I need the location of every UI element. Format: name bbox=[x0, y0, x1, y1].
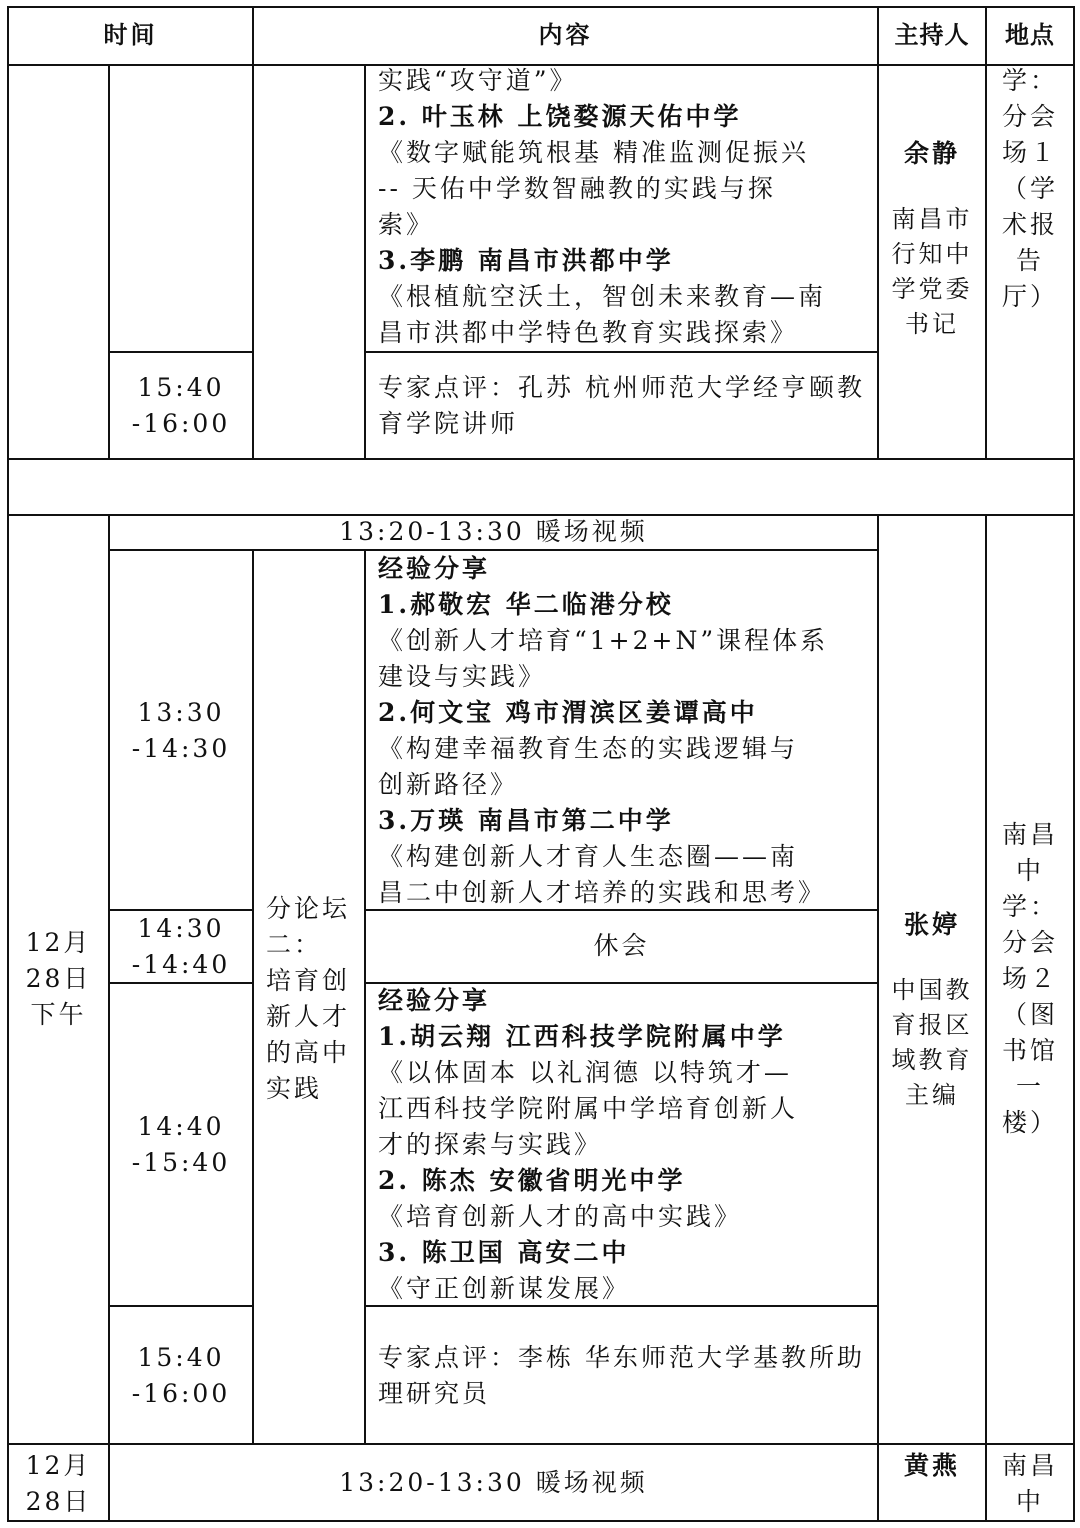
host-title: 域教育 bbox=[891, 1046, 973, 1074]
content-line: 建设与实践》 bbox=[378, 662, 547, 691]
s1-venue bbox=[987, 63, 1073, 315]
speaker-line: 1.郝敬宏 华二临港分校 bbox=[378, 590, 674, 619]
venue-line: 南昌 bbox=[1001, 1451, 1058, 1480]
time-end: -16:00 bbox=[131, 1379, 231, 1408]
s2-date bbox=[9, 925, 108, 1033]
rule bbox=[108, 351, 254, 353]
time-end: -14:30 bbox=[131, 734, 231, 763]
speaker-line: 3.万瑛 南昌市第二中学 bbox=[378, 806, 674, 835]
forum-line: 实践 bbox=[266, 1074, 323, 1103]
forum-line: 二： bbox=[266, 930, 323, 959]
content-line: 《以体固本 以礼润德 以特筑才— bbox=[378, 1058, 792, 1087]
section-label: 经验分享 bbox=[378, 986, 491, 1015]
rule bbox=[7, 458, 1075, 460]
content-line: 昌二中创新人才培养的实践和思考》 bbox=[378, 878, 827, 907]
host-title: 育报区 bbox=[891, 1011, 973, 1039]
s2-block2 bbox=[378, 983, 798, 1307]
venue-line: 学： bbox=[1001, 66, 1058, 95]
content-line: 创新路径》 bbox=[378, 770, 519, 799]
s1-review-time bbox=[110, 370, 252, 442]
date-line: 28日 bbox=[25, 1487, 92, 1516]
time-start: 13:30 bbox=[137, 698, 225, 727]
rule bbox=[364, 351, 879, 353]
forum-line: 培育创 bbox=[266, 966, 351, 995]
venue-line: 场１ bbox=[1001, 138, 1058, 167]
rule bbox=[364, 549, 366, 1445]
header-venue: 地点 bbox=[1005, 21, 1055, 49]
review-line: 理研究员 bbox=[378, 1379, 491, 1408]
host-title: 主编 bbox=[905, 1081, 959, 1109]
rule bbox=[108, 1305, 254, 1307]
time-start: 14:30 bbox=[137, 914, 225, 943]
content-line: 实践“攻守道”》 bbox=[378, 66, 578, 95]
venue-line: （学 bbox=[1001, 174, 1058, 203]
review-line: 专家点评：孔苏 杭州师范大学经亨颐教 bbox=[378, 373, 865, 402]
s2-warmup: 13:20-13:30 暖场视频 bbox=[339, 517, 648, 546]
s2-block1 bbox=[378, 551, 828, 911]
venue-line: 告 bbox=[1015, 246, 1044, 275]
forum-line: 的高中 bbox=[266, 1038, 351, 1067]
venue-line: 学： bbox=[1001, 892, 1058, 921]
venue-line: 厅） bbox=[1001, 282, 1058, 311]
time-start: 14:40 bbox=[137, 1112, 225, 1141]
review-line: 专家点评：李栋 华东师范大学基教所助 bbox=[378, 1343, 865, 1372]
venue-line: 书馆 bbox=[1001, 1036, 1058, 1065]
rule bbox=[252, 549, 254, 1445]
rule bbox=[7, 6, 1075, 8]
time-start: 15:40 bbox=[137, 373, 225, 402]
s2-break: 休会 bbox=[593, 931, 650, 960]
content-line: 《创新人才培育“1+2+N”课程体系 bbox=[378, 626, 829, 655]
speaker-line: 1.胡云翔 江西科技学院附属中学 bbox=[378, 1022, 786, 1051]
s2-forum bbox=[266, 891, 350, 1107]
time-end: -16:00 bbox=[131, 409, 231, 438]
time-start: 15:40 bbox=[137, 1343, 225, 1372]
venue-line: 分会 bbox=[1001, 102, 1058, 131]
content-line: 索》 bbox=[378, 210, 435, 239]
header-content: 内容 bbox=[538, 21, 593, 49]
s2-venue bbox=[987, 817, 1073, 1141]
review-line: 育学院讲师 bbox=[378, 409, 519, 438]
venue-line: 楼） bbox=[1001, 1108, 1058, 1137]
speaker-line: 3. 陈卫国 高安二中 bbox=[378, 1238, 630, 1267]
content-line: 江西科技学院附属中学培育创新人 bbox=[378, 1094, 799, 1123]
venue-line: 一 bbox=[1015, 1072, 1044, 1101]
s1-host bbox=[879, 136, 985, 342]
content-line: 《构建幸福教育生态的实践逻辑与 bbox=[378, 734, 799, 763]
s3-venue bbox=[987, 1448, 1073, 1520]
venue-line: 中 bbox=[1015, 856, 1044, 885]
s2-block2-time bbox=[110, 1109, 252, 1181]
rule bbox=[7, 1520, 1075, 1522]
s2-review-time bbox=[110, 1340, 252, 1412]
date-line: 12月 bbox=[25, 928, 92, 957]
content-line: -- 天佑中学数智融教的实践与探 bbox=[378, 174, 776, 203]
rule bbox=[7, 1443, 1075, 1445]
s1-review bbox=[378, 370, 865, 442]
rule bbox=[364, 64, 366, 460]
host-title: 行知中 bbox=[891, 240, 973, 268]
s2-break-time bbox=[110, 911, 252, 983]
s3-date bbox=[9, 1448, 108, 1520]
content-line: 《根植航空沃土，智创未来教育—南 bbox=[378, 282, 827, 311]
host-title: 中国教 bbox=[891, 976, 973, 1004]
host-name: 张婷 bbox=[903, 910, 960, 939]
forum-line: 分论坛 bbox=[266, 894, 351, 923]
content-line: 《构建创新人才育人生态圈——南 bbox=[378, 842, 799, 871]
venue-line: 南昌 bbox=[1001, 820, 1058, 849]
speaker-line: 2. 陈杰 安徽省明光中学 bbox=[378, 1166, 686, 1195]
host-title: 学党委 bbox=[891, 275, 973, 303]
forum-line: 新人才 bbox=[266, 1002, 351, 1031]
time-end: -14:40 bbox=[131, 950, 231, 979]
section-label: 经验分享 bbox=[378, 554, 491, 583]
s3-host-name: 黄燕 bbox=[903, 1451, 960, 1480]
s2-block1-time bbox=[110, 695, 252, 767]
rule bbox=[7, 6, 9, 1522]
rule bbox=[1073, 6, 1075, 1522]
header-host: 主持人 bbox=[894, 21, 970, 49]
venue-line: 场２ bbox=[1001, 964, 1058, 993]
speaker-line: 2. 叶玉林 上饶婺源天佑中学 bbox=[378, 102, 742, 131]
venue-line: 分会 bbox=[1001, 928, 1058, 957]
venue-line: 中 bbox=[1015, 1487, 1044, 1516]
s3-warmup: 13:20-13:30 暖场视频 bbox=[339, 1468, 648, 1497]
speaker-line: 3.李鹏 南昌市洪都中学 bbox=[378, 246, 674, 275]
content-line: 《数字赋能筑根基 精准监测促振兴 bbox=[378, 138, 809, 167]
content-line: 才的探索与实践》 bbox=[378, 1130, 603, 1159]
content-line: 昌市洪都中学特色教育实践探索》 bbox=[378, 318, 799, 347]
time-end: -15:40 bbox=[131, 1148, 231, 1177]
speaker-line: 2.何文宝 鸡市渭滨区姜谭高中 bbox=[378, 698, 758, 727]
venue-line: 术报 bbox=[1001, 210, 1058, 239]
date-line: 下午 bbox=[30, 1000, 87, 1029]
s2-host bbox=[879, 907, 985, 1113]
host-title: 南昌市 bbox=[891, 205, 973, 233]
header-time: 时间 bbox=[103, 21, 158, 49]
content-line: 《培育创新人才的高中实践》 bbox=[378, 1202, 743, 1231]
content-line: 《守正创新谋发展》 bbox=[378, 1274, 631, 1303]
s1-content bbox=[378, 63, 826, 351]
s2-review bbox=[378, 1340, 865, 1412]
host-name: 余静 bbox=[903, 139, 960, 168]
date-line: 12月 bbox=[25, 1451, 92, 1480]
date-line: 28日 bbox=[25, 964, 92, 993]
host-title: 书记 bbox=[905, 310, 959, 338]
rule bbox=[252, 64, 254, 460]
venue-line: （图 bbox=[1001, 1000, 1058, 1029]
